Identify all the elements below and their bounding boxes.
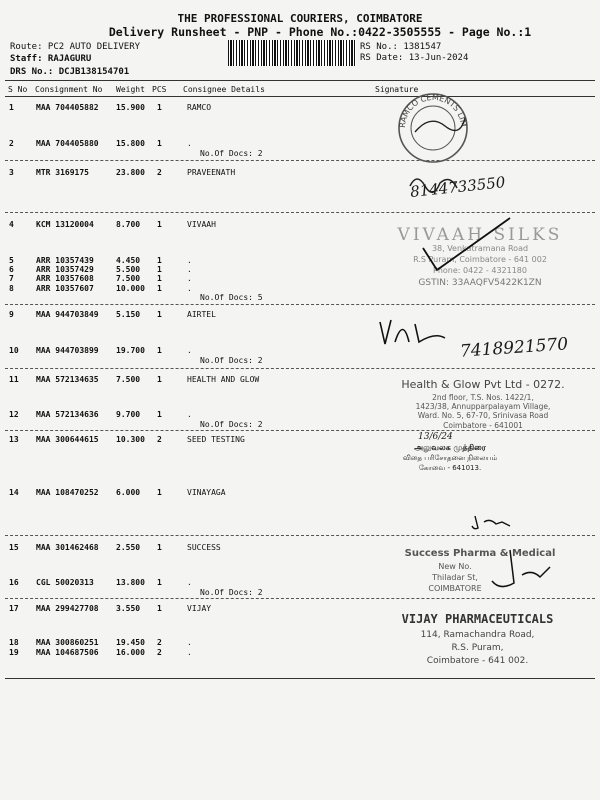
handwritten-phone-1: 8144733550: [409, 173, 507, 201]
row-pcs: 1: [157, 543, 162, 552]
table-bottom-rule: [5, 678, 595, 679]
row-weight: 7.500: [116, 375, 141, 384]
rs-number: RS No.: 1381547: [360, 42, 442, 52]
row-consignment-no: MAA 704405882: [36, 103, 99, 112]
ramco-stamp-text: RAMCO CEMENTS LIM: [397, 92, 469, 129]
row-weight: 7.500: [116, 274, 141, 283]
row-consignment-no: KCM 13120004: [36, 220, 94, 229]
row-pcs: 1: [157, 139, 162, 148]
hg-stamp-addr3: Ward. No. 5, 67-70, Srinivasa Road: [417, 411, 549, 420]
success-stamp-addr2: Thiladar St,: [432, 573, 478, 582]
row-pcs: 1: [157, 220, 162, 229]
row-consignment-no: MAA 108470252: [36, 488, 99, 497]
row-pcs: 1: [157, 265, 162, 274]
hg-stamp-addr2: 1423/38, Annupparpalayam Village,: [415, 402, 551, 411]
group-divider: [5, 430, 595, 431]
row-consignee: .: [187, 284, 192, 293]
row-sno: 16: [9, 578, 19, 587]
row-consignee: RAMCO: [187, 103, 212, 112]
row-sno: 18: [9, 638, 19, 647]
row-consignee: .: [187, 638, 192, 647]
col-signature: Signature: [375, 85, 419, 94]
row-consignee: .: [187, 648, 192, 657]
row-weight: 10.000: [116, 284, 145, 293]
row-consignment-no: ARR 10357429: [36, 265, 94, 274]
staff-label: Staff: RAJAGURU: [10, 54, 92, 64]
row-weight: 5.150: [116, 310, 141, 319]
signature-vivaah: [415, 208, 525, 288]
row-weight: 15.800: [116, 139, 145, 148]
col-weight: Weight: [116, 85, 145, 94]
row-sno: 7: [9, 274, 14, 283]
row-consignment-no: MAA 704405880: [36, 139, 99, 148]
row-sno: 13: [9, 435, 19, 444]
row-sno: 2: [9, 139, 14, 148]
row-weight: 2.550: [116, 543, 141, 552]
row-pcs: 1: [157, 578, 162, 587]
row-consignee: HEALTH AND GLOW: [187, 375, 260, 384]
signature-vinayaga: [470, 512, 530, 534]
row-consignment-no: MAA 301462468: [36, 543, 99, 552]
row-pcs: 1: [157, 375, 162, 384]
row-weight: 19.450: [116, 638, 145, 647]
row-doc-count: No.Of Docs: 2: [200, 420, 263, 429]
row-consignment-no: MAA 572134636: [36, 410, 99, 419]
row-consignment-no: MAA 572134635: [36, 375, 99, 384]
row-pcs: 1: [157, 256, 162, 265]
row-pcs: 2: [157, 435, 162, 444]
vijay-stamp-title: VIJAY PHARMACEUTICALS: [401, 612, 554, 626]
hg-stamp-addr4: Coimbatore - 641001: [443, 421, 523, 430]
success-stamp-title: Success Pharma & Medical: [404, 548, 556, 559]
row-weight: 15.900: [116, 103, 145, 112]
row-consignee: VINAYAGA: [187, 488, 226, 497]
row-consignment-no: MAA 944703899: [36, 346, 99, 355]
row-sno: 3: [9, 168, 14, 177]
row-sno: 19: [9, 648, 19, 657]
drs-number: DRS No.: DCJB138154701: [10, 67, 130, 77]
row-sno: 17: [9, 604, 19, 613]
group-divider: [5, 160, 595, 161]
row-weight: 3.550: [116, 604, 141, 613]
rs-date: RS Date: 13-Jun-2024: [360, 53, 469, 63]
row-consignment-no: ARR 10357608: [36, 274, 94, 283]
runsheet-title: Delivery Runsheet - PNP - Phone No.:0422-3505555 - Page No.:1: [108, 25, 532, 39]
row-sno: 1: [9, 103, 14, 112]
row-consignee: .: [187, 265, 192, 274]
row-doc-count: No.Of Docs: 5: [200, 293, 263, 302]
col-sno: S No: [8, 85, 28, 94]
vivaah-stamp-gstin: GSTIN: 33AAQFV5422K1ZN: [418, 278, 542, 288]
row-sno: 14: [9, 488, 19, 497]
row-weight: 13.800: [116, 578, 145, 587]
row-consignee: SEED TESTING: [187, 435, 245, 444]
seed-stamp-line2: விதை பரிசோதனை நிலையம்: [402, 454, 498, 462]
row-sno: 10: [9, 346, 19, 355]
row-consignee: VIVAAH: [187, 220, 216, 229]
row-pcs: 1: [157, 410, 162, 419]
row-pcs: 1: [157, 284, 162, 293]
row-consignee: VIJAY: [187, 604, 212, 613]
row-consignee: .: [187, 256, 192, 265]
ramco-stamp: [385, 92, 485, 164]
row-consignee: .: [187, 346, 192, 355]
signature-success: [480, 545, 560, 600]
seed-stamp-line1: அலுவலக முத்திரை: [414, 443, 486, 452]
row-weight: 5.500: [116, 265, 141, 274]
row-weight: 6.000: [116, 488, 141, 497]
vivaah-stamp-addr2: R.S Puram, Coimbatore - 641 002: [413, 255, 547, 264]
barcode: [228, 40, 356, 66]
row-weight: 23.800: [116, 168, 145, 177]
row-pcs: 1: [157, 488, 162, 497]
row-weight: 9.700: [116, 410, 141, 419]
vivaah-stamp-phone: Phone: 0422 - 4321180: [433, 266, 527, 275]
row-weight: 19.700: [116, 346, 145, 355]
row-sno: 4: [9, 220, 14, 229]
row-consignment-no: MAA 944703849: [36, 310, 99, 319]
row-pcs: 1: [157, 103, 162, 112]
company-title: THE PROFESSIONAL COURIERS, COIMBATORE: [177, 12, 423, 25]
row-consignment-no: ARR 10357607: [36, 284, 94, 293]
row-pcs: 2: [157, 648, 162, 657]
row-sno: 5: [9, 256, 14, 265]
row-consignee: .: [187, 578, 192, 587]
row-consignee: SUCCESS: [187, 543, 221, 552]
row-consignee: .: [187, 410, 192, 419]
row-weight: 8.700: [116, 220, 141, 229]
row-pcs: 2: [157, 638, 162, 647]
row-consignment-no: ARR 10357439: [36, 256, 94, 265]
group-divider: [5, 368, 595, 369]
col-consignment: Consignment No: [35, 85, 103, 94]
row-pcs: 1: [157, 310, 162, 319]
vijay-stamp-addr2: R.S. Puram,: [451, 643, 504, 653]
row-pcs: 1: [157, 274, 162, 283]
group-divider: [5, 304, 595, 305]
row-consignment-no: MAA 300644615: [36, 435, 99, 444]
header-bottom-rule: [5, 96, 595, 97]
vivaah-stamp-title: VIVAAH SILKS: [397, 225, 563, 245]
row-weight: 10.300: [116, 435, 145, 444]
row-doc-count: No.Of Docs: 2: [200, 149, 263, 158]
row-consignment-no: CGL 50020313: [36, 578, 94, 587]
row-doc-count: No.Of Docs: 2: [200, 588, 263, 597]
hg-stamp-title: Health & Glow Pvt Ltd - 0272.: [401, 378, 565, 391]
hg-stamp-addr1: 2nd floor, T.S. Nos. 1422/1,: [432, 393, 534, 402]
row-sno: 8: [9, 284, 14, 293]
row-pcs: 2: [157, 168, 162, 177]
row-consignee: AIRTEL: [187, 310, 216, 319]
route-label: Route: PC2 AUTO DELIVERY: [10, 42, 141, 52]
row-consignment-no: MTR 3169175: [36, 168, 89, 177]
row-sno: 9: [9, 310, 14, 319]
row-pcs: 1: [157, 346, 162, 355]
row-pcs: 1: [157, 604, 162, 613]
success-stamp-addr1: New No.: [438, 562, 472, 571]
header-top-rule: [5, 80, 595, 81]
seed-stamp-line3: கோவை - 641013.: [418, 464, 482, 472]
vijay-stamp-addr1: 114, Ramachandra Road,: [420, 630, 535, 640]
col-pcs: PCS: [152, 85, 167, 94]
row-sno: 11: [9, 375, 19, 384]
handwritten-date: 13/6/24: [418, 432, 453, 442]
row-sno: 15: [9, 543, 19, 552]
row-weight: 4.450: [116, 256, 141, 265]
row-consignment-no: MAA 104687506: [36, 648, 99, 657]
row-sno: 6: [9, 265, 14, 274]
row-sno: 12: [9, 410, 19, 419]
row-consignee: .: [187, 139, 192, 148]
handwritten-phone-2: 7418921570: [459, 334, 569, 362]
row-consignment-no: MAA 299427708: [36, 604, 99, 613]
row-consignee: PRAVEENATH: [187, 168, 236, 177]
row-weight: 16.000: [116, 648, 145, 657]
row-consignment-no: MAA 300860251: [36, 638, 99, 647]
success-stamp-addr3: COIMBATORE: [428, 584, 482, 593]
group-divider: [5, 535, 595, 536]
row-doc-count: No.Of Docs: 2: [200, 356, 263, 365]
vijay-stamp-addr3: Coimbatore - 641 002.: [426, 656, 529, 666]
vivaah-stamp-addr1: 38, Venkatramana Road: [431, 244, 529, 253]
col-consignee: Consignee Details: [183, 85, 265, 94]
row-consignee: .: [187, 274, 192, 283]
